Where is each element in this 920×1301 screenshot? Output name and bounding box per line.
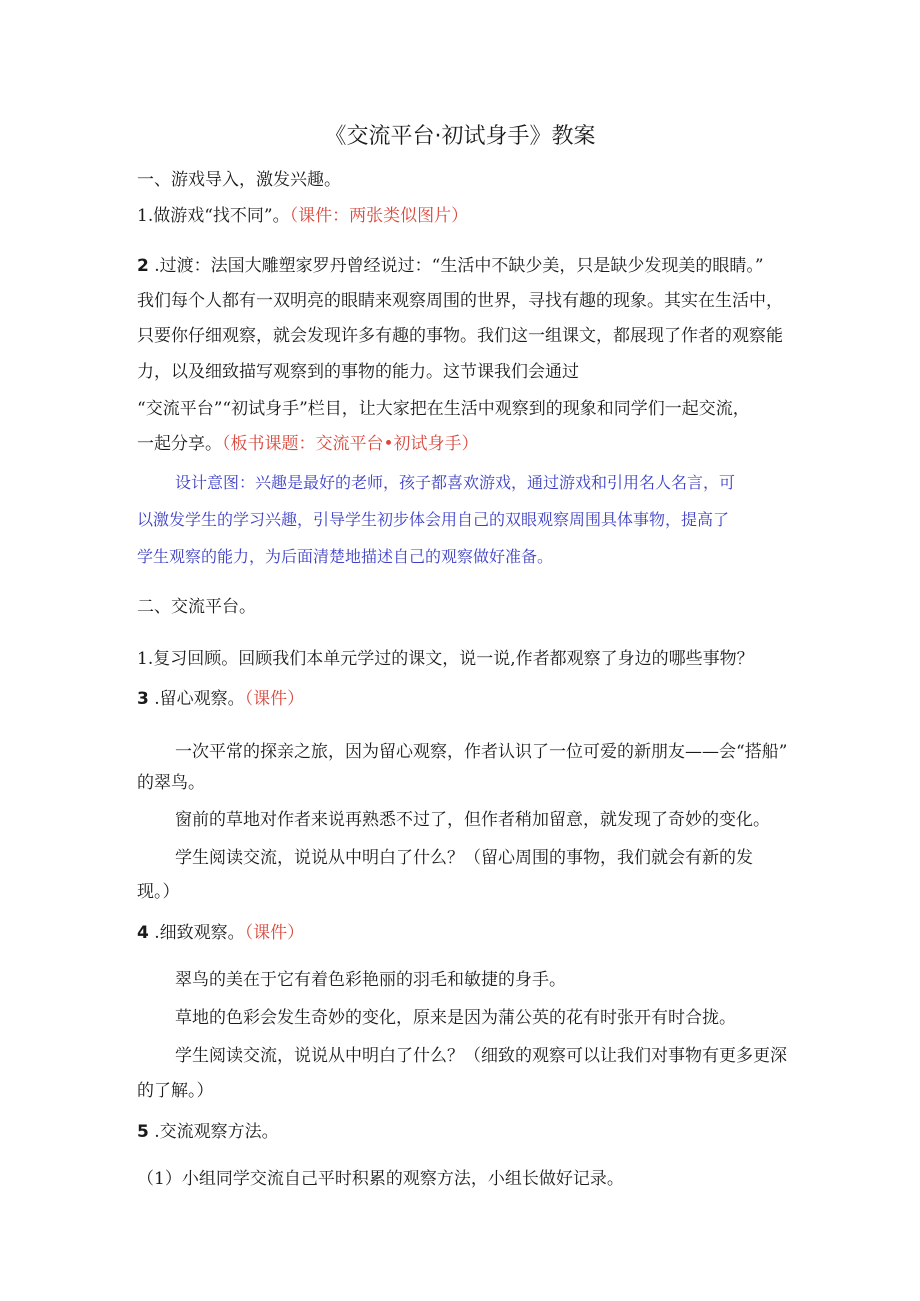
design-intent-line-1: 设计意图：兴趣是最好的老师，孩子都喜欢游戏，通过游戏和引用名人名言，可 — [175, 473, 736, 492]
transition-number: 2 — [137, 256, 149, 276]
careful-observation-note: （课件） — [244, 689, 305, 709]
section-2-heading: 二、交流平台。 — [137, 597, 256, 617]
detailed-observation-item — [137, 921, 304, 945]
transition-line-4: 力，以及细致描写观察到的事物的能力。这节课我们会通过 — [137, 362, 579, 382]
board-title-note: （板书课题：交流平台•初试身手） — [222, 434, 479, 454]
methods-sub-item-1: （1）小组同学交流自己平时积累的观察方法，小组长做好记录。 — [137, 1169, 624, 1189]
careful-paragraph-1-line-2: 的翠鸟。 — [137, 773, 205, 793]
transition-line-3: 只要你仔细观察，就会发现许多有趣的事物。我们这一组课文，都展现了作者的观察能 — [137, 326, 783, 346]
detailed-paragraph-1: 翠鸟的美在于它有着色彩艳丽的羽毛和敏捷的身手。 — [175, 970, 566, 990]
careful-observation-number: 3 — [137, 689, 149, 709]
careful-paragraph-2: 窗前的草地对作者来说再熟悉不过了，但作者稍加留意，就发现了奇妙的变化。 — [175, 810, 770, 830]
game-item-note: （课件：两张类似图片） — [289, 206, 469, 226]
careful-paragraph-3-line-1: 学生阅读交流，说说从中明白了什么？（留心周围的事物，我们就会有新的发 — [175, 848, 753, 868]
careful-observation-item — [137, 687, 304, 711]
design-intent-line-2: 以激发学生的学习兴趣，引导学生初步体会用自己的双眼观察周围具体事物，提高了 — [137, 510, 730, 529]
transition-line-2: 我们每个人都有一双明亮的眼睛来观察周围的世界，寻找有趣的现象。其实在生活中， — [137, 291, 783, 311]
section-1-heading: 一、游戏导入，激发兴趣。 — [137, 170, 341, 190]
design-intent-line-3: 学生观察的能力，为后面清楚地描述自己的观察做好准备。 — [137, 547, 554, 566]
transition-text-6: 一起分享。 — [137, 434, 222, 454]
detailed-observation-note: （课件） — [244, 923, 305, 943]
detailed-observation-number: 4 — [137, 923, 149, 943]
page-title: 《交流平台·初试身手》教案 — [324, 124, 596, 149]
methods-text: .交流观察方法。 — [154, 1122, 279, 1142]
transition-line-6 — [137, 432, 479, 456]
transition-line-1 — [137, 254, 764, 278]
careful-paragraph-3-line-2: 现。） — [137, 882, 180, 902]
detailed-paragraph-3-line-2: 的了解。） — [137, 1081, 214, 1101]
game-item — [137, 204, 468, 228]
game-item-text: 1.做游戏“找不同”。 — [137, 206, 290, 226]
methods-item — [137, 1120, 279, 1144]
transition-text-1: .过渡：法国大雕塑家罗丹曾经说过：“生活中不缺少美，只是缺少发现美的眼睛。” — [154, 256, 764, 276]
careful-paragraph-1-line-1: 一次平常的探亲之旅，因为留心观察，作者认识了一位可爱的新朋友——会“搭船” — [175, 742, 788, 762]
methods-number: 5 — [137, 1122, 149, 1142]
transition-line-5: “交流平台”“初试身手”栏目，让大家把在生活中观察到的现象和同学们一起交流， — [137, 399, 750, 419]
detailed-paragraph-2: 草地的色彩会发生奇妙的变化，原来是因为蒲公英的花有时张开有时合拢。 — [175, 1008, 736, 1028]
review-item: 1.复习回顾。回顾我们本单元学过的课文，说一说,作者都观察了身边的哪些事物？ — [137, 649, 754, 669]
careful-observation-text: .留心观察。 — [154, 689, 245, 709]
detailed-observation-text: .细致观察。 — [154, 923, 245, 943]
detailed-paragraph-3-line-1: 学生阅读交流，说说从中明白了什么？（细致的观察可以让我们对事物有更多更深 — [175, 1046, 787, 1066]
